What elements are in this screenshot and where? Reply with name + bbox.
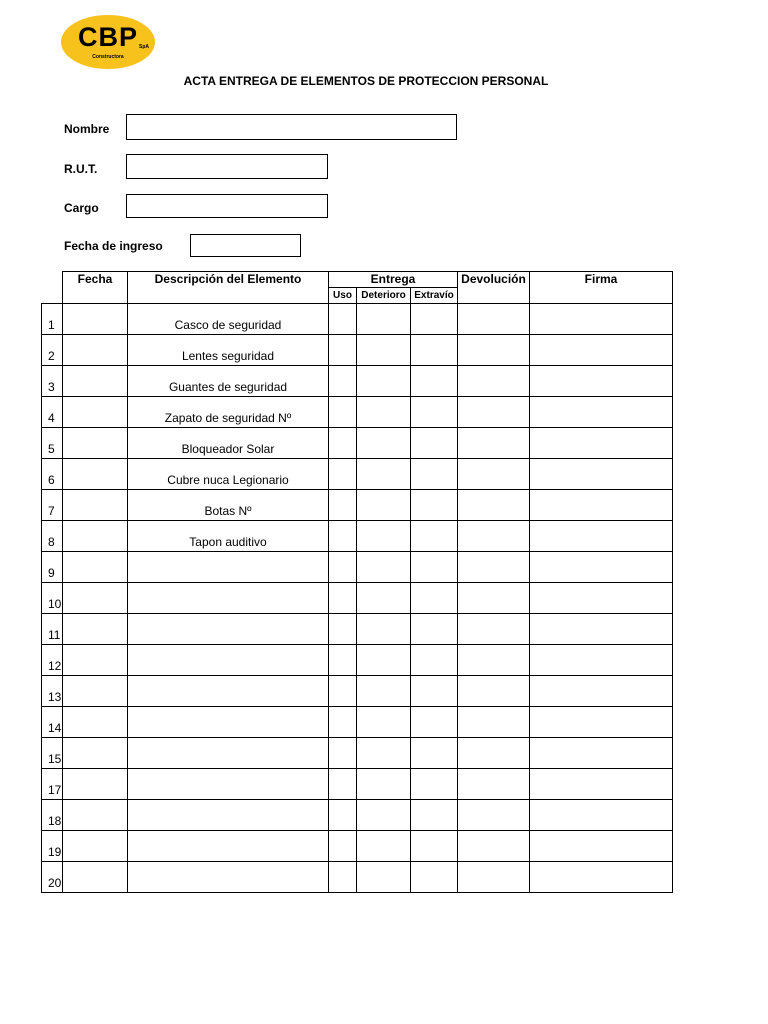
devolucion-cell[interactable]	[458, 676, 530, 707]
devolucion-cell[interactable]	[458, 769, 530, 800]
uso-cell[interactable]	[329, 676, 357, 707]
row-number: 1	[42, 304, 63, 335]
descripcion-cell	[128, 614, 329, 645]
firma-cell[interactable]	[530, 738, 673, 769]
subheader-deterioro: Deterioro	[357, 288, 411, 304]
fecha-cell[interactable]	[63, 552, 128, 583]
deterioro-cell[interactable]	[357, 304, 411, 335]
corner-cell	[42, 272, 63, 304]
fecha-cell[interactable]	[63, 366, 128, 397]
devolucion-cell[interactable]	[458, 304, 530, 335]
uso-cell[interactable]	[329, 707, 357, 738]
extravio-cell[interactable]	[411, 800, 458, 831]
uso-cell[interactable]	[329, 397, 357, 428]
document-title: ACTA ENTREGA DE ELEMENTOS DE PROTECCION PERSONAL	[183, 74, 549, 88]
firma-cell[interactable]	[530, 676, 673, 707]
row-number: 20	[42, 862, 63, 893]
firma-cell[interactable]	[530, 521, 673, 552]
firma-cell[interactable]	[530, 366, 673, 397]
table-row	[42, 645, 673, 676]
row-number: 19	[42, 831, 63, 862]
deterioro-cell[interactable]	[357, 676, 411, 707]
deterioro-cell[interactable]	[357, 831, 411, 862]
firma-cell[interactable]	[530, 831, 673, 862]
table-row	[42, 552, 673, 583]
fecha-cell[interactable]	[63, 335, 128, 366]
fecha-cell[interactable]	[63, 800, 128, 831]
devolucion-cell[interactable]	[458, 738, 530, 769]
descripcion-cell: Casco de seguridad	[128, 304, 329, 335]
devolucion-cell[interactable]	[458, 459, 530, 490]
epp-table	[41, 271, 673, 893]
fecha-ingreso-label: Fecha de ingreso	[64, 239, 163, 253]
descripcion-cell: Tapon auditivo	[128, 521, 329, 552]
row-number: 15	[42, 738, 63, 769]
fecha-cell[interactable]	[63, 831, 128, 862]
deterioro-cell[interactable]	[357, 335, 411, 366]
descripcion-cell	[128, 831, 329, 862]
fecha-cell[interactable]	[63, 862, 128, 893]
devolucion-cell[interactable]	[458, 583, 530, 614]
table-row	[42, 521, 673, 552]
descripcion-cell	[128, 800, 329, 831]
uso-cell[interactable]	[329, 521, 357, 552]
fecha-cell[interactable]	[63, 521, 128, 552]
row-number: 6	[42, 459, 63, 490]
extravio-cell[interactable]	[411, 366, 458, 397]
row-number: 12	[42, 645, 63, 676]
table-row	[42, 304, 673, 335]
table-row	[42, 335, 673, 366]
fecha-cell[interactable]	[63, 428, 128, 459]
uso-cell[interactable]	[329, 459, 357, 490]
uso-cell[interactable]	[329, 490, 357, 521]
table-row	[42, 831, 673, 862]
uso-cell[interactable]	[329, 304, 357, 335]
firma-cell[interactable]	[530, 397, 673, 428]
row-number: 10	[42, 583, 63, 614]
descripcion-cell: Guantes de seguridad	[128, 366, 329, 397]
table-row	[42, 459, 673, 490]
descripcion-cell: Bloqueador Solar	[128, 428, 329, 459]
firma-cell[interactable]	[530, 583, 673, 614]
descripcion-cell: Cubre nuca Legionario	[128, 459, 329, 490]
extravio-cell[interactable]	[411, 428, 458, 459]
firma-cell[interactable]	[530, 459, 673, 490]
extravio-cell[interactable]	[411, 397, 458, 428]
extravio-cell[interactable]	[411, 676, 458, 707]
extravio-cell[interactable]	[411, 521, 458, 552]
subheader-uso: Uso	[329, 288, 357, 304]
extravio-cell[interactable]	[411, 831, 458, 862]
firma-cell[interactable]	[530, 428, 673, 459]
header-entrega: Entrega	[329, 272, 458, 288]
devolucion-cell[interactable]	[458, 862, 530, 893]
nombre-field[interactable]	[126, 114, 457, 140]
row-number: 8	[42, 521, 63, 552]
descripcion-cell: Lentes seguridad	[128, 335, 329, 366]
descripcion-cell: Botas Nº	[128, 490, 329, 521]
row-number: 3	[42, 366, 63, 397]
row-number: 2	[42, 335, 63, 366]
header-descripcion: Descripción del Elemento	[128, 272, 329, 304]
fecha-cell[interactable]	[63, 707, 128, 738]
subheader-extravio: Extravío	[411, 288, 458, 304]
deterioro-cell[interactable]	[357, 614, 411, 645]
deterioro-cell[interactable]	[357, 459, 411, 490]
logo-brand: CBP	[77, 22, 138, 52]
devolucion-cell[interactable]	[458, 335, 530, 366]
table-row	[42, 583, 673, 614]
descripcion-cell	[128, 862, 329, 893]
uso-cell[interactable]	[329, 645, 357, 676]
uso-cell[interactable]	[329, 552, 357, 583]
row-number: 13	[42, 676, 63, 707]
firma-cell[interactable]	[530, 552, 673, 583]
devolucion-cell[interactable]	[458, 397, 530, 428]
row-number: 7	[42, 490, 63, 521]
firma-cell[interactable]	[530, 490, 673, 521]
deterioro-cell[interactable]	[357, 583, 411, 614]
uso-cell[interactable]	[329, 738, 357, 769]
table-row	[42, 769, 673, 800]
devolucion-cell[interactable]	[458, 707, 530, 738]
deterioro-cell[interactable]	[357, 366, 411, 397]
cargo-label: Cargo	[64, 201, 99, 215]
firma-cell[interactable]	[530, 614, 673, 645]
extravio-cell[interactable]	[411, 304, 458, 335]
table-row	[42, 397, 673, 428]
uso-cell[interactable]	[329, 428, 357, 459]
descripcion-cell	[128, 769, 329, 800]
fecha-cell[interactable]	[63, 583, 128, 614]
uso-cell[interactable]	[329, 366, 357, 397]
deterioro-cell[interactable]	[357, 521, 411, 552]
row-number: 18	[42, 800, 63, 831]
firma-cell[interactable]	[530, 645, 673, 676]
extravio-cell[interactable]	[411, 862, 458, 893]
deterioro-cell[interactable]	[357, 738, 411, 769]
company-logo	[61, 15, 155, 69]
row-number: 11	[42, 614, 63, 645]
firma-cell[interactable]	[530, 707, 673, 738]
table-row	[42, 614, 673, 645]
firma-cell[interactable]	[530, 769, 673, 800]
deterioro-cell[interactable]	[357, 800, 411, 831]
extravio-cell[interactable]	[411, 645, 458, 676]
descripcion-cell	[128, 552, 329, 583]
fecha-cell[interactable]	[63, 304, 128, 335]
extravio-cell[interactable]	[411, 738, 458, 769]
firma-cell[interactable]	[530, 304, 673, 335]
header-fecha: Fecha	[63, 272, 128, 304]
deterioro-cell[interactable]	[357, 397, 411, 428]
descripcion-cell	[128, 645, 329, 676]
logo-suffix: SpA	[139, 44, 149, 50]
extravio-cell[interactable]	[411, 459, 458, 490]
fecha-cell[interactable]	[63, 738, 128, 769]
extravio-cell[interactable]	[411, 583, 458, 614]
header-devolucion: Devolución	[458, 272, 530, 304]
deterioro-cell[interactable]	[357, 552, 411, 583]
descripcion-cell	[128, 707, 329, 738]
header-firma: Firma	[530, 272, 673, 304]
table-row	[42, 366, 673, 397]
table-row	[42, 490, 673, 521]
fecha-cell[interactable]	[63, 614, 128, 645]
extravio-cell[interactable]	[411, 769, 458, 800]
fecha-cell[interactable]	[63, 397, 128, 428]
fecha-ingreso-field[interactable]	[190, 234, 301, 257]
devolucion-cell[interactable]	[458, 490, 530, 521]
row-number: 9	[42, 552, 63, 583]
extravio-cell[interactable]	[411, 552, 458, 583]
table-row	[42, 707, 673, 738]
extravio-cell[interactable]	[411, 490, 458, 521]
deterioro-cell[interactable]	[357, 428, 411, 459]
descripcion-cell	[128, 676, 329, 707]
devolucion-cell[interactable]	[458, 831, 530, 862]
extravio-cell[interactable]	[411, 707, 458, 738]
deterioro-cell[interactable]	[357, 862, 411, 893]
fecha-cell[interactable]	[63, 769, 128, 800]
extravio-cell[interactable]	[411, 614, 458, 645]
rut-field[interactable]	[126, 154, 328, 179]
descripcion-cell	[128, 583, 329, 614]
table-row	[42, 428, 673, 459]
devolucion-cell[interactable]	[458, 614, 530, 645]
firma-cell[interactable]	[530, 335, 673, 366]
uso-cell[interactable]	[329, 831, 357, 862]
table-row	[42, 862, 673, 893]
row-number: 4	[42, 397, 63, 428]
uso-cell[interactable]	[329, 335, 357, 366]
firma-cell[interactable]	[530, 862, 673, 893]
table-row	[42, 738, 673, 769]
uso-cell[interactable]	[329, 769, 357, 800]
table-row	[42, 676, 673, 707]
deterioro-cell[interactable]	[357, 645, 411, 676]
uso-cell[interactable]	[329, 800, 357, 831]
descripcion-cell	[128, 738, 329, 769]
uso-cell[interactable]	[329, 614, 357, 645]
devolucion-cell[interactable]	[458, 645, 530, 676]
firma-cell[interactable]	[530, 800, 673, 831]
nombre-label: Nombre	[64, 122, 110, 136]
rut-label: R.U.T.	[64, 162, 98, 176]
devolucion-cell[interactable]	[458, 366, 530, 397]
deterioro-cell[interactable]	[357, 707, 411, 738]
table-row	[42, 800, 673, 831]
devolucion-cell[interactable]	[458, 800, 530, 831]
devolucion-cell[interactable]	[458, 521, 530, 552]
fecha-cell[interactable]	[63, 676, 128, 707]
devolucion-cell[interactable]	[458, 428, 530, 459]
fecha-cell[interactable]	[63, 490, 128, 521]
deterioro-cell[interactable]	[357, 490, 411, 521]
row-number: 5	[42, 428, 63, 459]
row-number: 17	[42, 769, 63, 800]
cargo-field[interactable]	[126, 194, 328, 218]
fecha-cell[interactable]	[63, 645, 128, 676]
descripcion-cell: Zapato de seguridad Nº	[128, 397, 329, 428]
row-number: 14	[42, 707, 63, 738]
devolucion-cell[interactable]	[458, 552, 530, 583]
extravio-cell[interactable]	[411, 335, 458, 366]
fecha-cell[interactable]	[63, 459, 128, 490]
uso-cell[interactable]	[329, 862, 357, 893]
deterioro-cell[interactable]	[357, 769, 411, 800]
uso-cell[interactable]	[329, 583, 357, 614]
logo-subtitle: Constructora	[92, 54, 124, 60]
